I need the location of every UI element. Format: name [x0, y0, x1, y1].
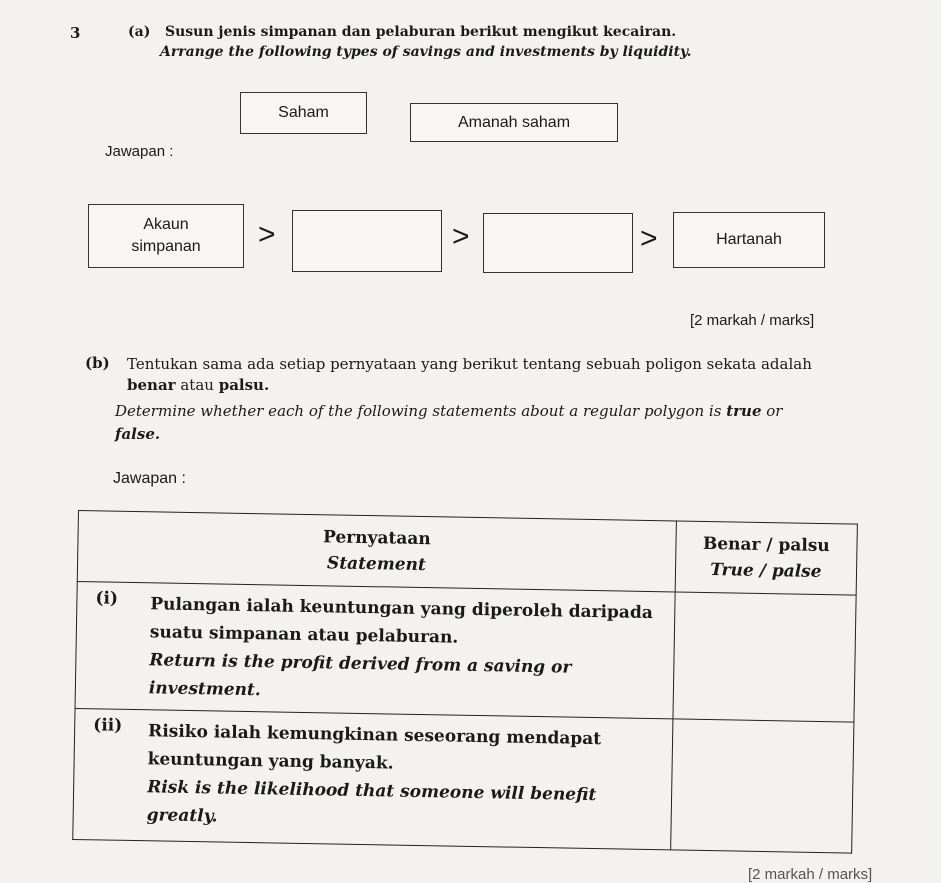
part-a-marks: [2 markah / marks]	[690, 312, 815, 329]
chain-box-hartanah: Hartanah	[673, 212, 825, 268]
chain-box-akaun-simpanan: Akaun simpanan	[88, 204, 244, 268]
answer-label-b: Jawapan :	[113, 470, 186, 487]
header-true-false: Benar / palsu True / palse	[675, 521, 858, 595]
part-b-instruction-en: Determine whether each of the following statements about a regular polygon is true or false.	[115, 402, 783, 443]
option-saham: Saham	[240, 92, 367, 134]
answer-cell-ii[interactable]	[670, 719, 854, 853]
row-number: (ii)	[93, 715, 123, 736]
part-b-marks: [2 markah / marks]	[748, 866, 873, 883]
chain-blank-box-1[interactable]	[292, 210, 442, 272]
row-number: (i)	[95, 588, 119, 609]
greater-than-1: >	[258, 218, 276, 251]
statements-table	[72, 510, 858, 854]
greater-than-3: >	[640, 222, 658, 255]
greater-than-2: >	[452, 220, 470, 253]
header-statement: Pernyataan Statement	[77, 511, 676, 592]
answer-label-a: Jawapan :	[105, 143, 174, 160]
statement-cell-i: (i) Pulangan ialah keuntungan yang diperoleh daripada suatu simpanan atau pelaburan. Return is the profit derived from a saving or investment.	[75, 581, 675, 718]
answer-cell-i[interactable]	[673, 592, 857, 722]
part-a-instruction-en: Arrange the following types of savings and investments by liquidity.	[160, 44, 692, 60]
chain-blank-box-2[interactable]	[483, 213, 633, 273]
part-b-label: (b)	[85, 354, 110, 372]
part-a-instruction-ms: Susun jenis simpanan dan pelaburan berikut mengikut kecairan.	[165, 24, 677, 40]
question-number: 3	[70, 24, 81, 42]
table-row	[73, 708, 854, 853]
option-amanah-saham: Amanah saham	[410, 103, 618, 142]
table-row	[75, 581, 856, 722]
part-b-instruction-ms: Tentukan sama ada setiap pernyataan yang berikut tentang sebuah poligon sekata adalah benar atau palsu.	[127, 355, 812, 394]
statement-cell-ii: (ii) Risiko ialah kemungkinan seseorang mendapat keuntungan yang banyak. Risk is the likelihood that someone will benefit greatly.	[73, 708, 673, 849]
table-header-row	[77, 511, 857, 596]
part-a-label: (a)	[128, 24, 151, 40]
